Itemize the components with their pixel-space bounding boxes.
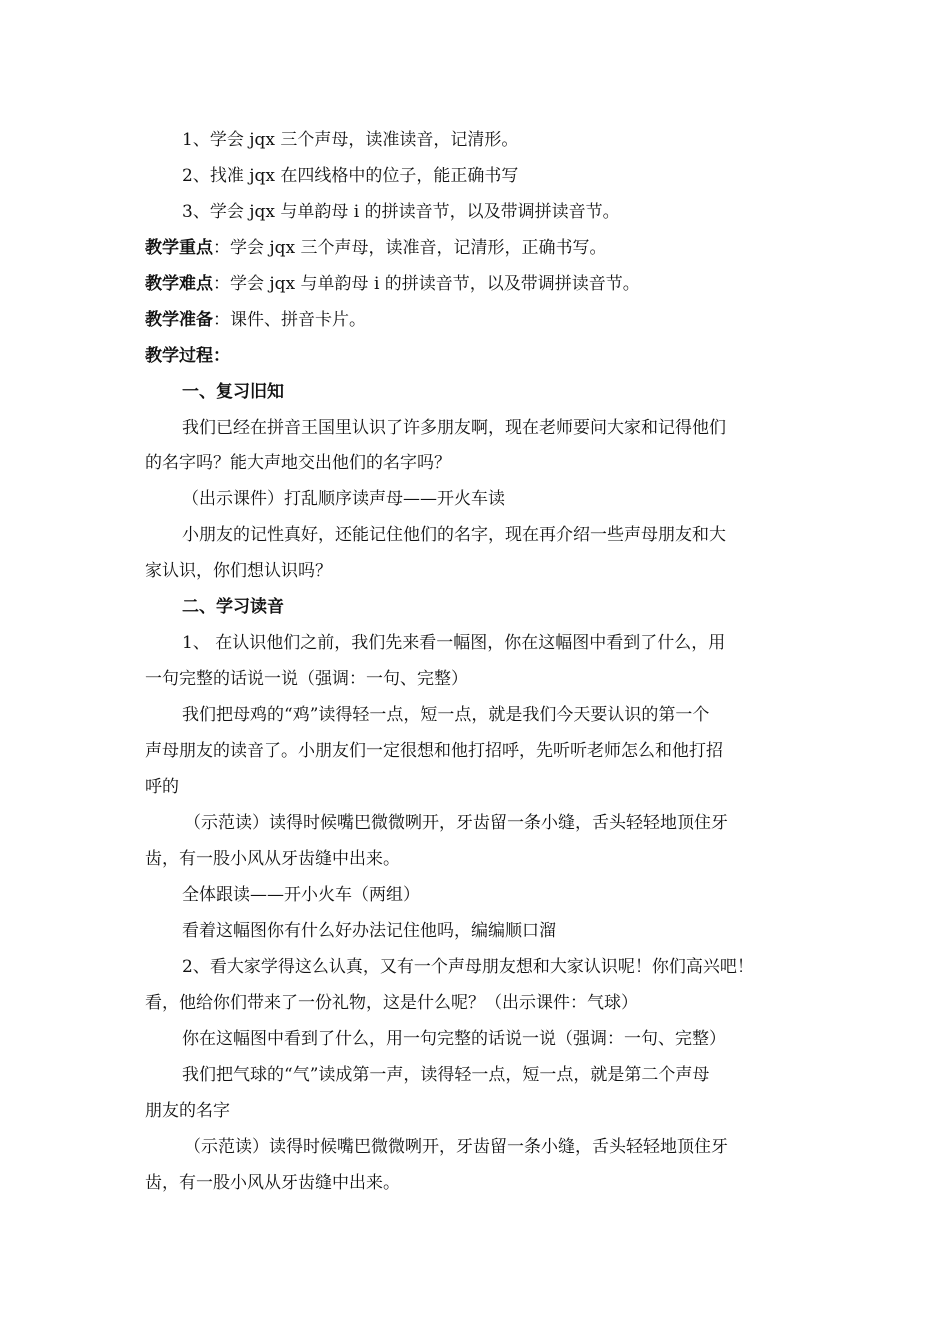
section2-s9-line2: 齿，有一股小风从牙齿缝中出来。 <box>145 1173 400 1193</box>
section2-s2-line3: 呼的 <box>145 777 179 797</box>
process-label: 教学过程： <box>145 346 230 366</box>
section1-p1-line2: 的名字吗？能大声地交出他们的名字吗？ <box>145 453 451 473</box>
section2-s2-line2: 声母朋友的读音了。小朋友们一定很想和他打招呼，先听听老师怎么和他打招 <box>145 741 723 761</box>
section2-s8-line1: 我们把气球的“气”读成第一声，读得轻一点，短一点，就是第二个声母 <box>182 1065 710 1085</box>
key-point-label: 教学重点 <box>145 238 213 258</box>
section2-s9-line1: （示范读）读得时候嘴巴微微咧开，牙齿留一条小缝，舌头轻轻地顶住牙 <box>184 1137 728 1157</box>
section1-heading: 一、复习旧知 <box>182 382 284 402</box>
preparation <box>145 309 366 331</box>
section2-s4: 全体跟读——开小火车（两组） <box>182 885 420 905</box>
preparation-text: ：课件、拼音卡片。 <box>213 310 366 330</box>
section2-s1-line2: 一句完整的话说一说（强调：一句、完整） <box>145 669 468 689</box>
preparation-label: 教学准备 <box>145 310 213 330</box>
objective-3: 3、学会 jqx 与单韵母 i 的拼读音节，以及带调拼读音节。 <box>182 202 620 222</box>
section1-p3-line2: 家认识，你们想认识吗？ <box>145 561 332 581</box>
difficulty-text: ：学会 jqx 与单韵母 i 的拼读音节，以及带调拼读音节。 <box>213 274 640 294</box>
section2-s7: 你在这幅图中看到了什么，用一句完整的话说一说（强调：一句、完整） <box>182 1029 726 1049</box>
key-point <box>145 237 607 259</box>
section2-s1-line1: 1、 在认识他们之前，我们先来看一幅图，你在这幅图中看到了什么，用 <box>182 633 726 653</box>
section2-s8-line2: 朋友的名字 <box>145 1101 230 1121</box>
section2-s2-line1: 我们把母鸡的“鸡”读得轻一点，短一点，就是我们今天要认识的第一个 <box>182 705 710 725</box>
key-point-text: ：学会 jqx 三个声母，读准音，记清形，正确书写。 <box>213 238 607 258</box>
section2-heading: 二、学习读音 <box>182 597 284 617</box>
section1-p1-line1: 我们已经在拼音王国里认识了许多朋友啊，现在老师要问大家和记得他们 <box>182 418 726 438</box>
section1-p3-line1: 小朋友的记性真好，还能记住他们的名字，现在再介绍一些声母朋友和大 <box>182 525 726 545</box>
objective-2: 2、找准 jqx 在四线格中的位子，能正确书写 <box>182 166 519 186</box>
section2-s6-line1: 2、看大家学得这么认真，又有一个声母朋友想和大家认识呢！你们高兴吧！ <box>182 957 754 977</box>
difficulty-label: 教学难点 <box>145 274 213 294</box>
section2-s5: 看着这幅图你有什么好办法记住他吗，编编顺口溜 <box>182 921 556 941</box>
section2-s3-line2: 齿，有一股小风从牙齿缝中出来。 <box>145 849 400 869</box>
section2-s6-line2: 看，他给你们带来了一份礼物，这是什么呢？（出示课件：气球） <box>145 993 638 1013</box>
section1-p2: （出示课件）打乱顺序读声母——开火车读 <box>182 489 505 509</box>
objective-1: 1、学会 jqx 三个声母，读准读音，记清形。 <box>182 130 519 150</box>
section2-s3-line1: （示范读）读得时候嘴巴微微咧开，牙齿留一条小缝，舌头轻轻地顶住牙 <box>184 813 728 833</box>
difficulty <box>145 273 640 295</box>
